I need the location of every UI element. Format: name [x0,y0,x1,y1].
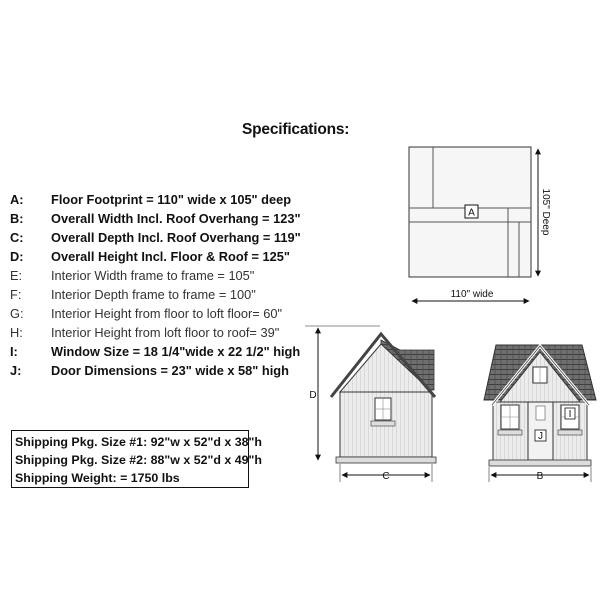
width-label: 110" wide [450,289,494,300]
spec-key: A: [10,192,24,207]
spec-key: E: [10,268,23,283]
door-label: J [538,431,543,442]
spec-key: B: [10,211,24,226]
spec-text: Overall Height Incl. Floor & Roof = 125" [51,249,290,264]
shipping-weight: Shipping Weight: = 1750 lbs [15,471,180,485]
depth-label: 105" Deep [540,188,551,236]
spec-key: I: [10,344,18,359]
floor-label: A [468,207,475,219]
page-title: Specifications: [242,121,350,138]
spec-key: D: [10,249,24,264]
spec-text: Interior Width frame to frame = 105" [51,268,255,283]
shipping-package-2: Shipping Pkg. Size #2: 88"w x 52"d x 49"h [15,453,262,467]
spec-text: Window Size = 18 1/4"wide x 22 1/2" high [51,344,301,359]
spec-text: Interior Height from floor to loft floor= 60" [51,306,283,321]
height-label: D [309,390,317,401]
floor-plan [409,147,551,301]
depth-c-label: C [382,471,390,482]
spec-text: Overall Width Incl. Roof Overhang = 123" [51,211,301,226]
spec-text: Floor Footprint = 110" wide x 105" deep [51,192,292,207]
spec-text: Overall Depth Incl. Roof Overhang = 119" [51,230,301,245]
shipping-package-1: Shipping Pkg. Size #1: 92"w x 52"d x 38"h [15,435,262,449]
spec-text: Interior Depth frame to frame = 100" [51,287,256,302]
spec-key: F: [10,287,22,302]
side-view [305,326,436,482]
width-b-label: B [536,471,544,482]
spec-text: Door Dimensions = 23" wide x 58" high [51,363,289,378]
front-view [484,345,596,482]
spec-key: G: [10,306,24,321]
spec-text: Interior Height from loft floor to roof= 39" [51,325,280,340]
spec-key: C: [10,230,24,245]
spec-key: J: [10,363,22,378]
window-label: I [568,409,572,420]
spec-key: H: [10,325,23,340]
